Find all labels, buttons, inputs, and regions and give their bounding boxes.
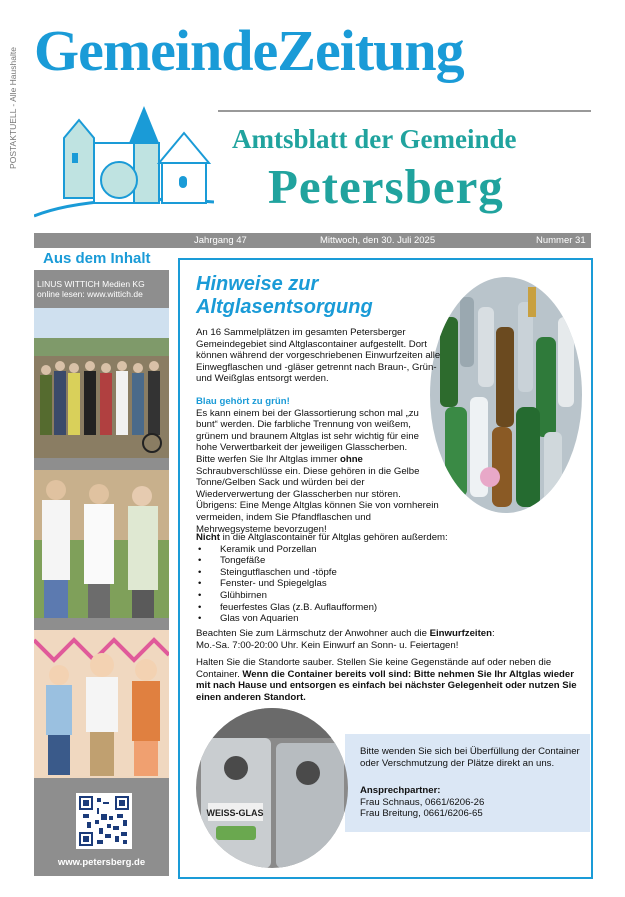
subheading-blau: Blau gehört zu grün! bbox=[196, 396, 290, 407]
paragraph-colors: Es kann einem bei der Glassortierung schon mal „zu bunt“ werden. Die farbliche Trennung von weißem, grünem und braunem Altglas ist sehr wichtig für eine hohe Verwertbarkeit der jeweiligen Glasscherben. bbox=[196, 407, 419, 454]
intro-paragraph: An 16 Sammelplätzen im gesamten Petersberger Gemeindegebiet sind Altglascontainer aufgestellt. Dort können während der vorgeschriebenen Einwurfzeiten alle Einwegflaschen und -gläser getrennt nach Braun-, Grün- und Weißglas entsorgt werden. bbox=[196, 327, 441, 385]
noise-protection-paragraph: Beachten Sie zum Lärmschutz der Anwohner auch die Einwurfzeiten: Mo.-Sa. 7:00-20:00 Uhr. Kein Einwurf an Sonn- u. Feiertagen! bbox=[196, 628, 579, 651]
container-label: WEISS-GLAS bbox=[206, 808, 264, 818]
contact-box-text bbox=[360, 746, 585, 820]
list-intro: Nicht in die Altglascontainer für Altglas gehören außerdem: bbox=[196, 532, 448, 543]
glass-container-photo[interactable] bbox=[196, 708, 348, 868]
list-item: • Fenster- und Spiegelglas bbox=[196, 578, 579, 590]
paragraph-deposit: Übrigens: Eine Menge Altglas können Sie von vornherein vermeiden, indem Sie Pfandflaschen und Mehrwegsysteme bevorzugen! bbox=[196, 500, 439, 535]
glass-container-drawing bbox=[196, 708, 348, 868]
children-photo[interactable] bbox=[34, 630, 169, 778]
glass-bottles-photo[interactable] bbox=[430, 277, 582, 513]
postal-note: POSTAKTUELL - Alle Haushalte bbox=[8, 47, 18, 169]
women-photo[interactable] bbox=[34, 470, 169, 618]
subtitle-amtsblatt: Amtsblatt der Gemeinde bbox=[232, 124, 517, 154]
church-logo-icon bbox=[34, 98, 214, 220]
issue-volume: Jahrgang 47 bbox=[194, 235, 247, 246]
contact-breitung: Frau Breitung, 0661/6206-65 bbox=[360, 808, 483, 820]
contact-schnaus: Frau Schnaus, 0661/6206-26 bbox=[360, 796, 485, 808]
issue-info-bar bbox=[34, 233, 591, 248]
sidebar-heading: Aus dem Inhalt bbox=[34, 248, 169, 270]
list-item: • Tongefäße bbox=[196, 555, 579, 567]
publisher-name: LINUS WITTICH Medien KG bbox=[37, 279, 145, 289]
not-allowed-section bbox=[196, 532, 579, 625]
drop-off-times: Mo.-Sa. 7:00-20:00 Uhr. Kein Einwurf an Sonn- u. Feiertagen! bbox=[196, 639, 459, 651]
website-link[interactable]: www.petersberg.de bbox=[57, 857, 146, 868]
subtitle-petersberg: Petersberg bbox=[268, 159, 504, 214]
publisher-info bbox=[37, 279, 145, 299]
paragraph-caps: Bitte werfen Sie Ihr Altglas immer ohne Schraubverschlüsse ein. Diese gehören in die Gelbe Tonne/Gelben Sack und würden bei der Wiederverwertung der Glasscherben nur stören. bbox=[196, 453, 420, 500]
group-photo[interactable] bbox=[34, 308, 169, 458]
divider bbox=[218, 110, 591, 112]
cleanliness-paragraph: Halten Sie die Standorte sauber. Stellen Sie keine Gegenstände auf oder neben die Container. Wenn die Container bereits voll sind: Bitte nehmen Sie Ihr Altglas wieder mit nach Hause und entsorgen es einfach bei nächster Gelegenheit oder nutzen Sie einen anderen Standort. bbox=[196, 657, 577, 703]
list-item: • Keramik und Porzellan bbox=[196, 544, 579, 556]
list-item: • feuerfestes Glas (z.B. Auflaufformen) bbox=[196, 602, 579, 614]
list-item: • Steingutflaschen und -töpfe bbox=[196, 567, 579, 579]
not-allowed-list bbox=[196, 544, 579, 625]
section-glass-sorting bbox=[196, 396, 441, 535]
issue-number: Nummer 31 bbox=[536, 235, 586, 246]
issue-date: Mittwoch, den 30. Juli 2025 bbox=[320, 235, 436, 246]
publisher-online: online lesen: www.wittich.de bbox=[37, 289, 143, 299]
qr-code-icon bbox=[79, 796, 129, 846]
list-item: • Glas von Aquarien bbox=[196, 613, 579, 625]
list-item: • Glühbirnen bbox=[196, 590, 579, 602]
contact-heading: Ansprechpartner: bbox=[360, 785, 441, 797]
article-title: Hinweise zur Altglasentsorgung bbox=[196, 273, 373, 318]
overflow-notice: Bitte wenden Sie sich bei Überfüllung der Container oder Verschmutzung der Plätze direkt an uns. bbox=[360, 746, 580, 769]
qr-code[interactable] bbox=[76, 793, 132, 849]
masthead-title: GemeindeZeitung bbox=[34, 18, 464, 83]
